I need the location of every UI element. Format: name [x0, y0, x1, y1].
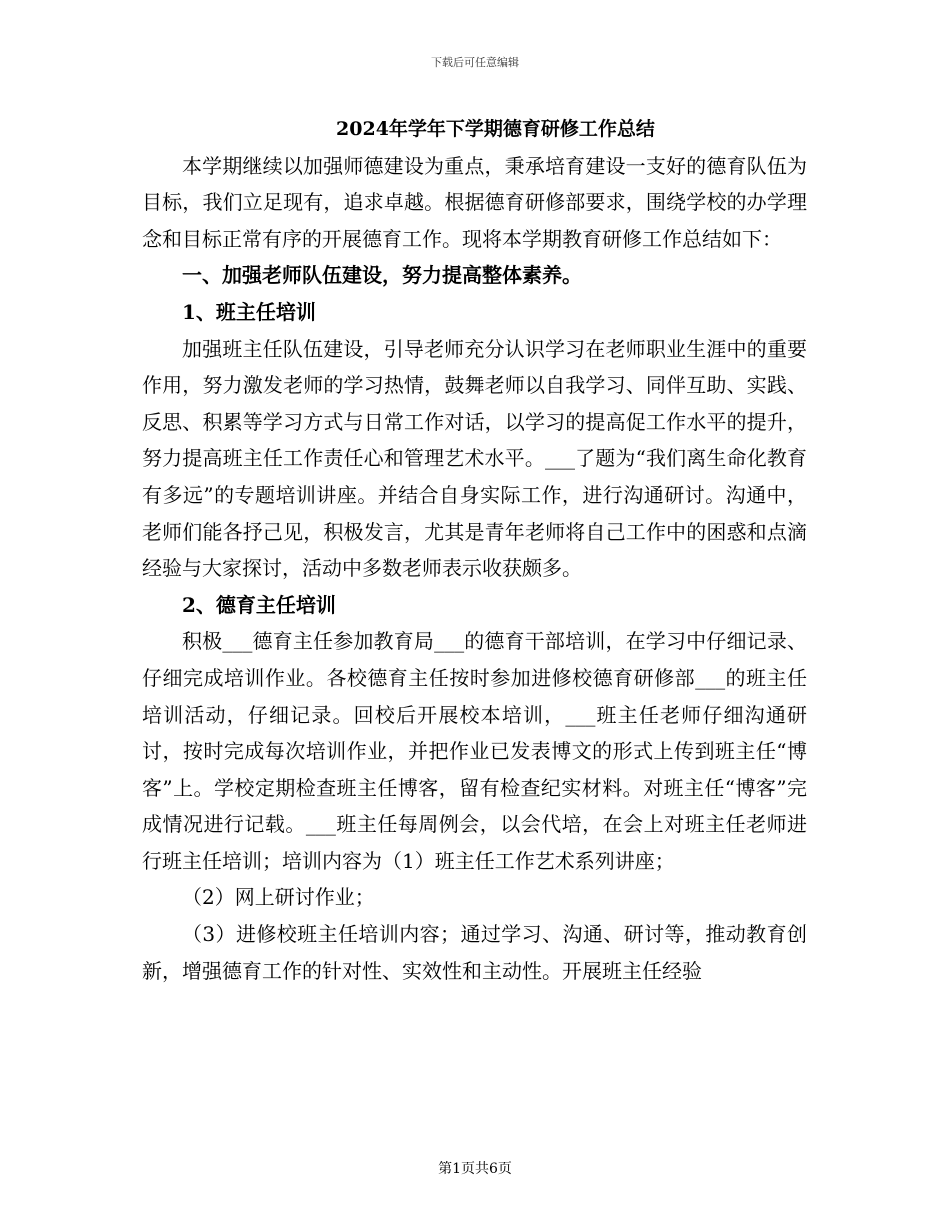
section-heading-1: 一、加强老师队伍建设，努力提高整体素养。 [182, 263, 582, 288]
page-footer: 第1页共6页 [438, 1161, 512, 1177]
subsection-heading-1: 1、班主任培训 [182, 299, 316, 324]
list-item-2: （2）网上研讨作业； [182, 885, 375, 910]
document-title: 2024年学年下学期德育研修工作总结 [336, 118, 655, 140]
document-body [142, 111, 807, 989]
page-header: 下载后可任意编辑 [431, 56, 519, 69]
paragraph-class-teacher-training: 加强班主任队伍建设，引导老师充分认识学习在老师职业生涯中的重要作用，努力激发老师的学习热情，鼓舞老师以自我学习、同伴互助、实践、反思、积累等学习方式与日常工作对话，以学习的提高促工作水平的提升，努力提高班主任工作责任心和管理艺术水平。___了题为“我们离生命化教育有多远”的专题培训讲座。并结合自身实际工作，进行沟通研讨。沟通中，老师们能各抒己见，积极发言，尤其是青年老师将自己工作中的困惑和点滴经验与大家探讨，活动中多数老师表示收获颇多。 [142, 336, 807, 581]
paragraph-moral-director-training: 积极___德育主任参加教育局___的德育干部培训，在学习中仔细记录、仔细完成培训作业。各校德育主任按时参加进修校德育研修部___的班主任培训活动，仔细记录。回校后开展校本培训，___班主任老师仔细沟通研讨，按时完成每次培训作业，并把作业已发表博文的形式上传到班主任“博客”上。学校定期检查班主任博客，留有检查纪实材料。对班主任“博客”完成情况进行记载。___班主任每周例会，以会代培，在会上对班主任老师进行班主任培训；培训内容为（1）班主任工作艺术系列讲座； [142, 629, 807, 873]
list-item-3: （3）进修校班主任培训内容；通过学习、沟通、研讨等，推动教育创新，增强德育工作的针对性、实效性和主动性。开展班主任经验 [142, 922, 807, 983]
subsection-heading-2: 2、德育主任培训 [182, 592, 336, 617]
intro-paragraph: 本学期继续以加强师德建设为重点，秉承培育建设一支好的德育队伍为目标，我们立足现有，追求卓越。根据德育研修部要求，围绕学校的办学理念和目标正常有序的开展德育工作。现将本学期教育研修工作总结如下： [142, 153, 807, 251]
